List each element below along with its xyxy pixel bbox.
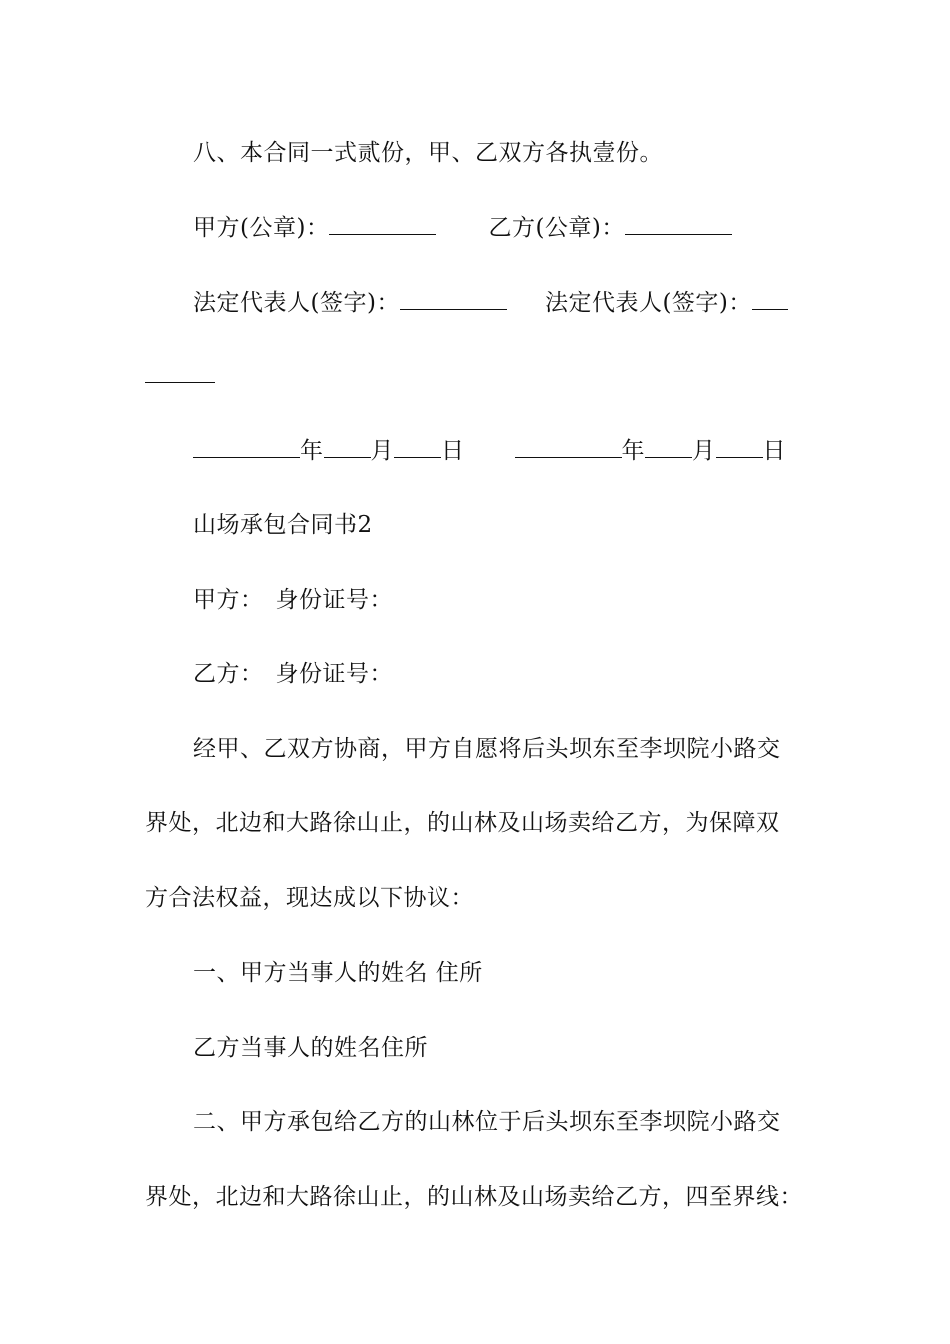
rep-b-label: 法定代表人(签字)： xyxy=(544,290,752,316)
party-a-label: 甲方： xyxy=(193,587,264,613)
day-a-blank xyxy=(394,435,441,458)
seal-line xyxy=(193,212,732,243)
rep-b-blank-continued xyxy=(145,360,215,383)
party-b-seal-label: 乙方(公章)： xyxy=(488,215,625,241)
party-a-id-label: 身份证号： xyxy=(275,587,393,613)
day-b-blank xyxy=(716,435,763,458)
month-a-blank xyxy=(324,435,371,458)
rep-a-blank xyxy=(400,287,507,310)
paragraph-line: 经甲、乙双方协商，甲方自愿将后头坝东至李坝院小路交 xyxy=(193,736,781,762)
party-b-id-label: 身份证号： xyxy=(275,661,393,687)
year-a-label: 年 xyxy=(300,438,324,464)
item-one-b: 乙方当事人的姓名住所 xyxy=(193,1035,428,1061)
party-a-line xyxy=(193,585,393,615)
year-b-label: 年 xyxy=(621,438,645,464)
item-two-line: 二、甲方承包给乙方的山林位于后头坝东至李坝院小路交 xyxy=(193,1109,781,1135)
day-a-label: 日 xyxy=(441,438,465,464)
item-one: 一、甲方当事人的姓名 住所 xyxy=(193,960,483,986)
month-b-label: 月 xyxy=(692,438,716,464)
party-a-seal-blank xyxy=(329,212,436,235)
day-b-label: 日 xyxy=(762,438,786,464)
month-b-blank xyxy=(645,435,692,458)
month-a-label: 月 xyxy=(370,438,394,464)
rep-a-label: 法定代表人(签字)： xyxy=(193,290,400,316)
party-b-line xyxy=(193,659,393,689)
item-two-line: 界处，北边和大路徐山止，的山林及山场卖给乙方，四至界线： xyxy=(145,1184,803,1210)
rep-b-blank-continued-line xyxy=(145,360,215,391)
rep-b-blank xyxy=(752,287,788,310)
clause-eight: 八、本合同一式贰份，甲、乙双方各执壹份。 xyxy=(193,140,663,166)
representative-line xyxy=(193,287,788,318)
party-b-seal-blank xyxy=(625,212,732,235)
paragraph-line: 方合法权益，现达成以下协议： xyxy=(145,885,474,911)
year-a-blank xyxy=(193,435,300,458)
section-title: 山场承包合同书2 xyxy=(193,512,373,538)
party-b-label: 乙方： xyxy=(193,661,264,687)
party-a-seal-label: 甲方(公章)： xyxy=(193,215,330,241)
paragraph-line: 界处，北边和大路徐山止，的山林及山场卖给乙方，为保障双 xyxy=(145,810,780,836)
date-line xyxy=(193,435,786,466)
year-b-blank xyxy=(515,435,622,458)
